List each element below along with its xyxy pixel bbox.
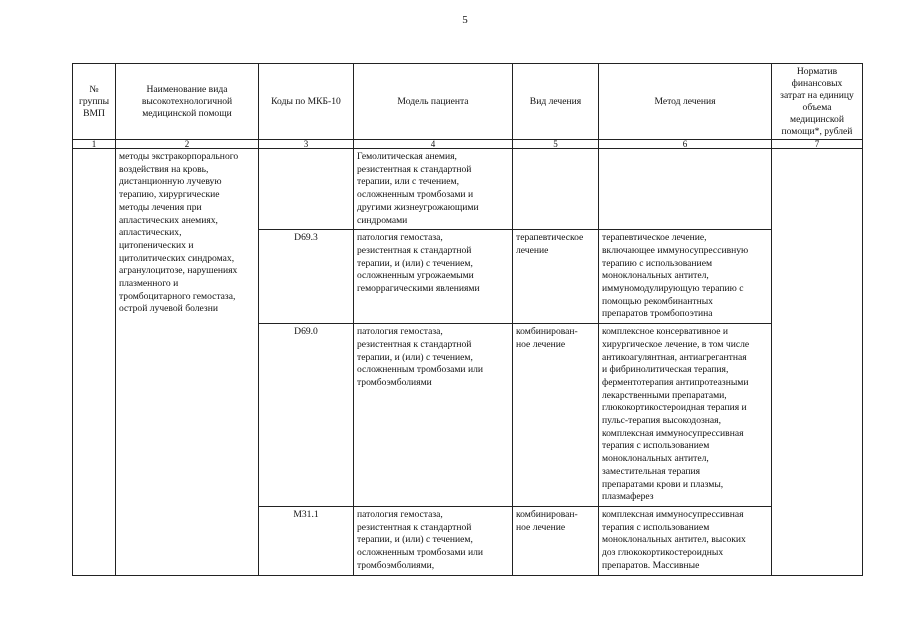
header-cost-standard: Норматив финансовых затрат на единицу объема медицинской помощи*, рублей bbox=[772, 64, 863, 140]
patient-model-cell: патология гемостаза, резистентная к стандартной терапии, и (или) с течением, осложненным тромбозами или тромбоэмболиями, bbox=[354, 506, 513, 575]
treatment-type-cell: комбинирован- ное лечение bbox=[513, 324, 599, 507]
treatment-method-cell bbox=[599, 149, 772, 230]
patient-model-cell: Гемолитическая анемия, резистентная к стандартной терапии, или с течением, осложненным тромбозами и другими жизнеугрожающими синдромами bbox=[354, 149, 513, 230]
header-group-no: № группы ВМП bbox=[73, 64, 116, 140]
header-treatment-type: Вид лечения bbox=[513, 64, 599, 140]
header-patient-model: Модель пациента bbox=[354, 64, 513, 140]
header-care-name: Наименование вида высокотехнологичной медицинской помощи bbox=[116, 64, 259, 140]
icd-code-cell: M31.1 bbox=[259, 506, 354, 575]
column-number: 7 bbox=[772, 140, 863, 149]
group-number-cell bbox=[73, 149, 116, 576]
column-number: 2 bbox=[116, 140, 259, 149]
header-treatment-method: Метод лечения bbox=[599, 64, 772, 140]
treatment-method-cell: комплексная иммуносупрессивная терапия с использованием моноклональных антител, высоких доз глюкокортикостероидных препаратов. Массивные bbox=[599, 506, 772, 575]
column-number: 6 bbox=[599, 140, 772, 149]
icd-code-cell: D69.3 bbox=[259, 230, 354, 324]
column-number: 1 bbox=[73, 140, 116, 149]
vmp-table bbox=[72, 63, 863, 576]
icd-code-cell: D69.0 bbox=[259, 324, 354, 507]
column-number: 4 bbox=[354, 140, 513, 149]
table-row bbox=[73, 149, 863, 230]
treatment-type-cell: комбинирован- ное лечение bbox=[513, 506, 599, 575]
cost-cell bbox=[772, 149, 863, 576]
patient-model-cell: патология гемостаза, резистентная к стандартной терапии, и (или) с течением, осложненным тромбозами или тромбоэмболиями bbox=[354, 324, 513, 507]
column-number-row bbox=[73, 140, 863, 149]
patient-model-cell: патология гемостаза, резистентная к стандартной терапии, и (или) с течением, осложненным угрожаемыми геморрагическими явлениями bbox=[354, 230, 513, 324]
header-icd-codes: Коды по МКБ-10 bbox=[259, 64, 354, 140]
treatment-method-cell: комплексное консервативное и хирургическое лечение, в том числе антикоагулянтная, антиагрегантная и фибринолитическая терапия, ферментотерапия антипротеазными лекарственными препаратами, глюкокортикостероидная терапия и пульс-терапия высокодозная, комплексная иммуносупрессивная терапия с использованием моноклональных антител, заместительная терапия препаратами крови и плазмы, плазмаферез bbox=[599, 324, 772, 507]
care-name-cell: методы экстракорпорального воздействия на кровь, дистанционную лучевую терапию, хирургические методы лечения при апластических анемиях, апластических, цитопенических и цитолитических синдромах, агранулоцитозе, нарушениях плазменного и тромбоцитарного гемостаза, острой лучевой болезни bbox=[116, 149, 259, 576]
column-number: 5 bbox=[513, 140, 599, 149]
treatment-type-cell: терапевтическое лечение bbox=[513, 230, 599, 324]
header-row bbox=[73, 64, 863, 140]
treatment-method-cell: терапевтическое лечение, включающее иммуносупрессивную терапию с использованием моноклональных антител, иммуномодулирующую терапию с помощью рекомбинантных препаратов тромбопоэтина bbox=[599, 230, 772, 324]
page-number: 5 bbox=[462, 14, 468, 26]
treatment-type-cell bbox=[513, 149, 599, 230]
column-number: 3 bbox=[259, 140, 354, 149]
icd-code-cell bbox=[259, 149, 354, 230]
